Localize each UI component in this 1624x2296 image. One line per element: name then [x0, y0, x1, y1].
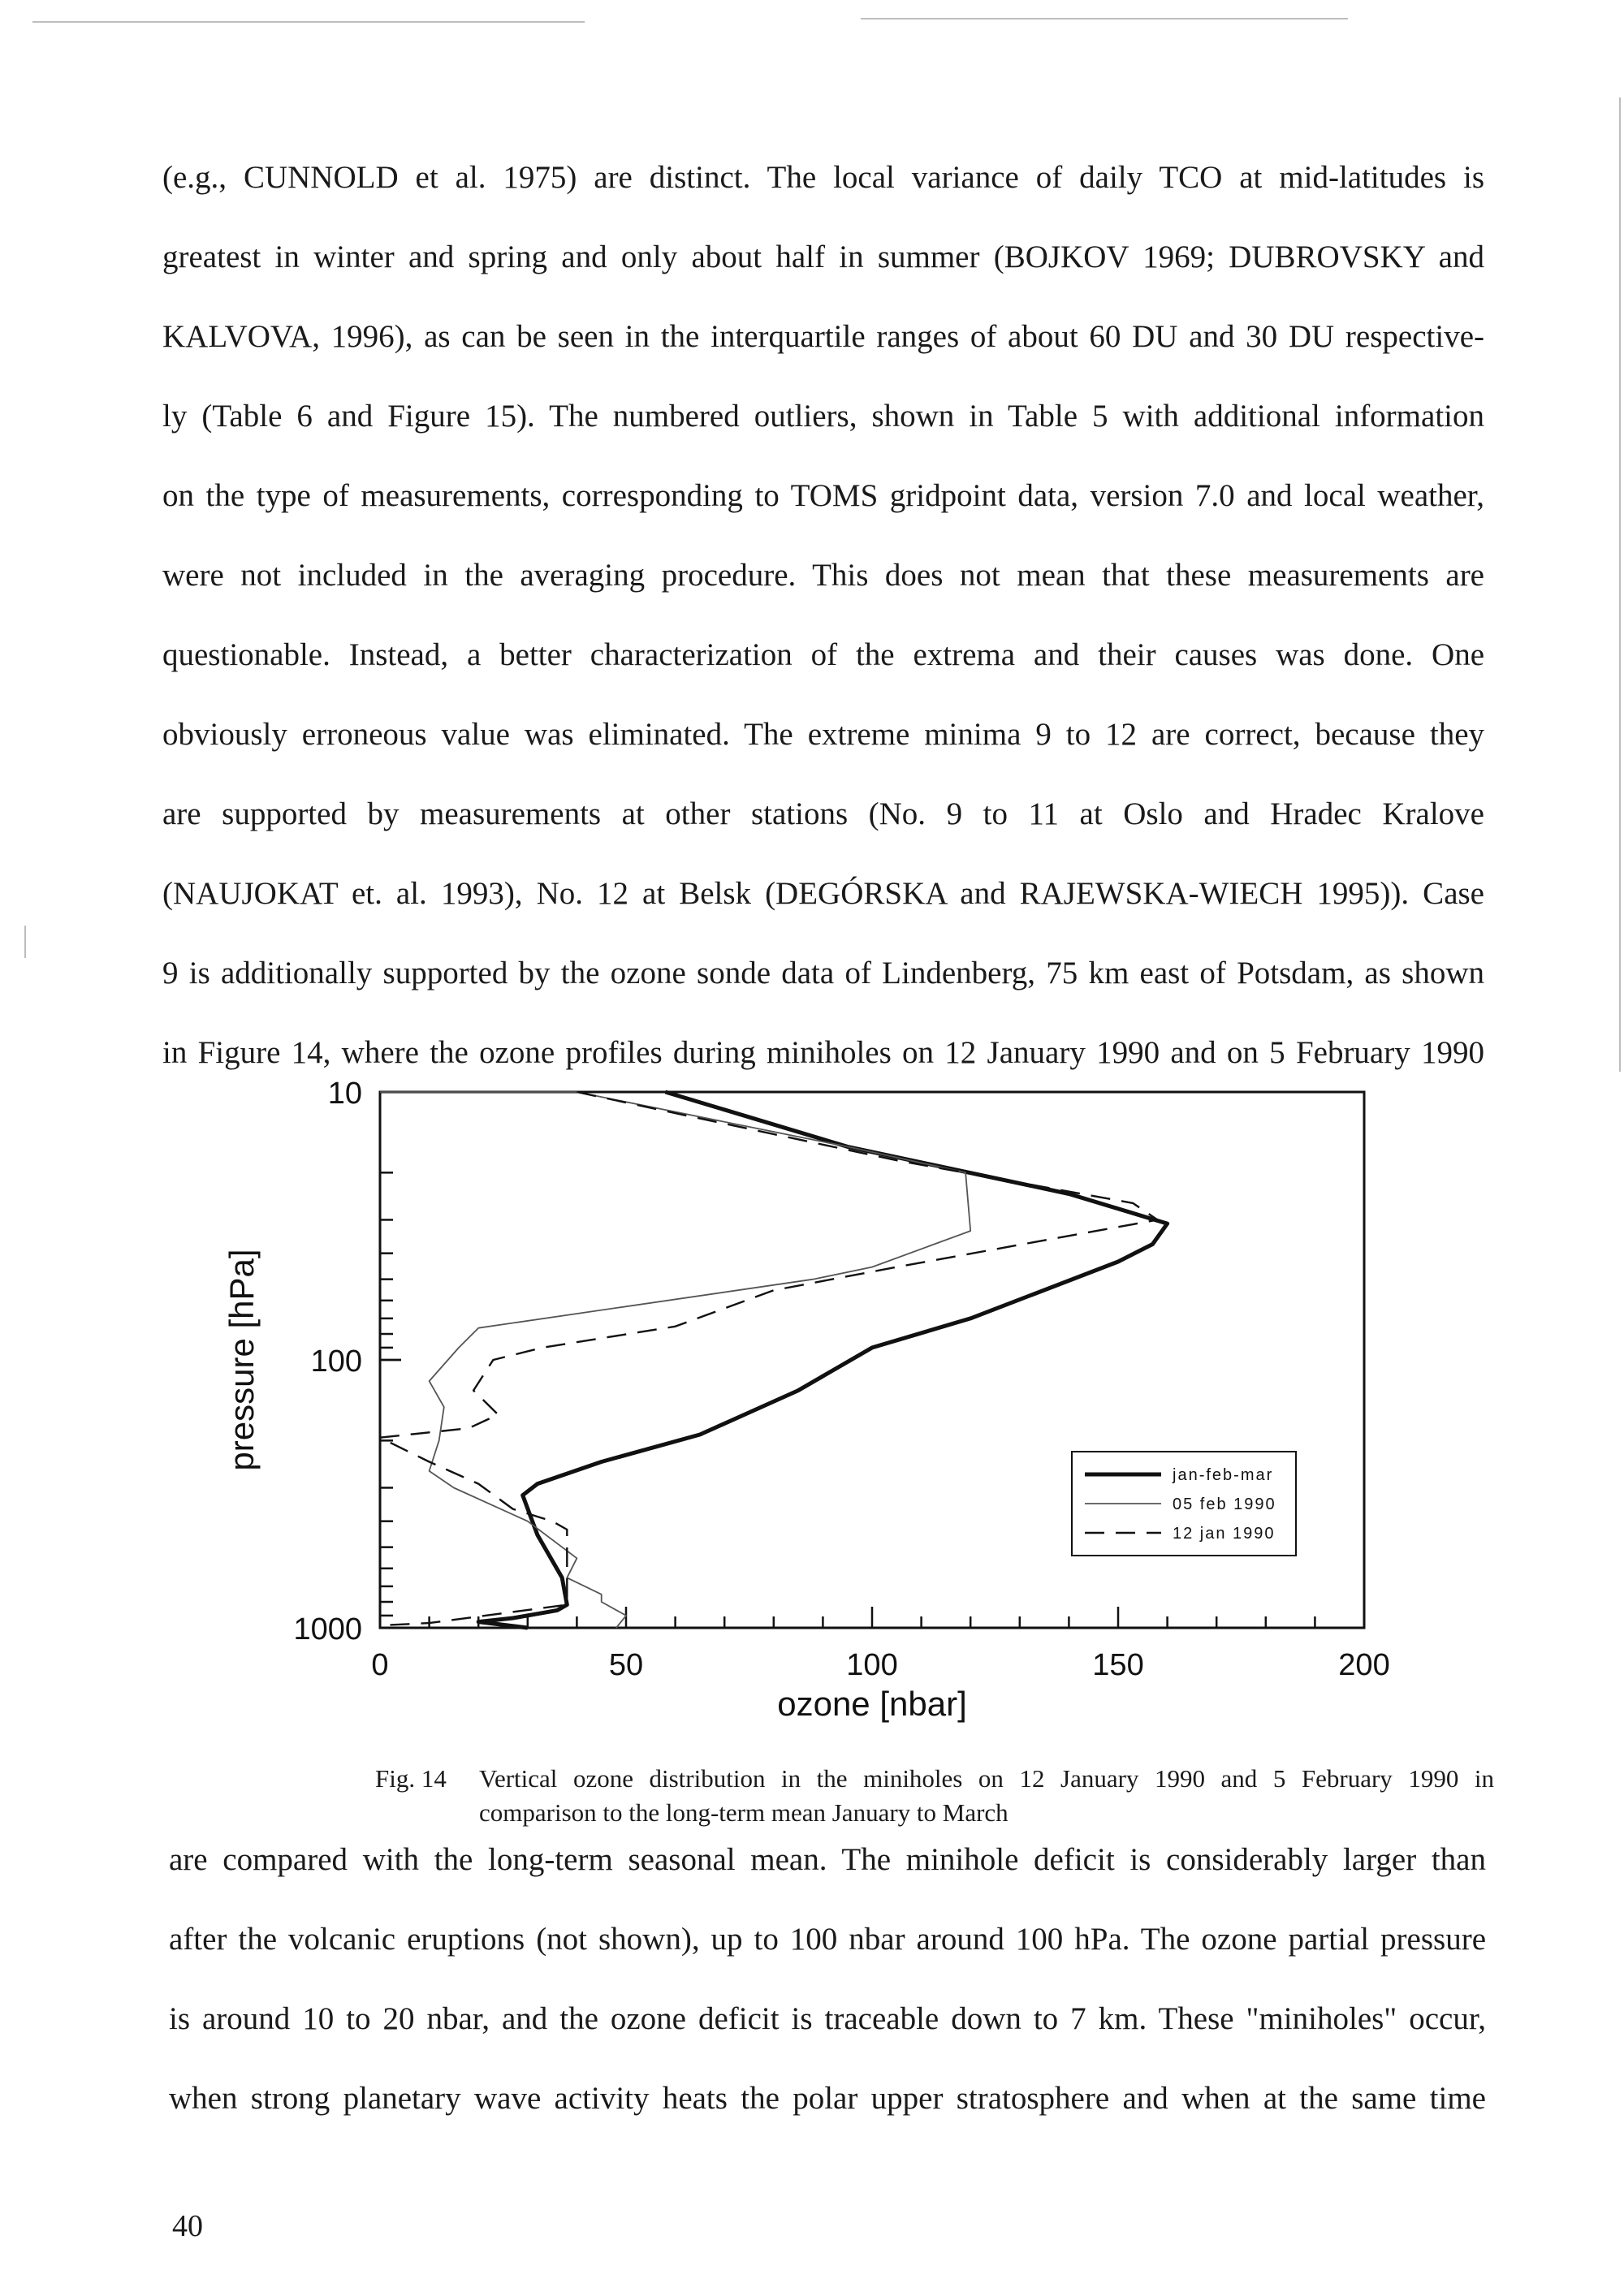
x-tick-label: 50: [608, 1648, 644, 1682]
series-lines: [380, 1092, 1168, 1628]
series-line-05-feb-1990: [380, 1092, 970, 1628]
y-axis-title: pressure [hPa]: [222, 1249, 261, 1471]
text-line: KALVOVA, 1996), as can be seen in the interquartile ranges of about 60 DU and 30 DU respective-: [162, 319, 1484, 354]
text-line: (e.g., CUNNOLD et al. 1975) are distinct. The local variance of daily TCO at mid-latitudes is: [162, 160, 1484, 195]
legend-label: 12 jan 1990: [1173, 1525, 1276, 1543]
caption-label: Fig. 14: [375, 1764, 447, 1793]
text-line: on the type of measurements, corresponding to TOMS gridpoint data, version 7.0 and local weather,: [162, 478, 1484, 513]
y-tick-label: 1000: [293, 1612, 362, 1646]
series-line-12-jan-1990: [380, 1092, 1158, 1625]
caption-line: Vertical ozone distribution in the miniholes on 12 January 1990 and 5 February 1990 in: [479, 1764, 1494, 1793]
text-line: when strong planetary wave activity heats the polar upper stratosphere and when at the same time: [169, 2081, 1486, 2116]
axis-labels: [222, 1077, 1390, 1723]
x-tick-label: 0: [371, 1648, 389, 1682]
x-tick-label: 100: [846, 1648, 898, 1682]
text-line: is around 10 to 20 nbar, and the ozone deficit is traceable down to 7 km. These "miniholes" occur,: [169, 2001, 1486, 2036]
text-line: after the volcanic eruptions (not shown), up to 100 nbar around 100 hPa. The ozone partial pressure: [169, 1922, 1486, 1957]
text-line: in Figure 14, where the ozone profiles during miniholes on 12 January 1990 and on 5 February 1990: [162, 1035, 1484, 1070]
y-tick-label: 10: [327, 1077, 362, 1111]
text-line: (NAUJOKAT et. al. 1993), No. 12 at Belsk (DEGÓRSKA and RAJEWSKA-WIECH 1995)). Case: [162, 876, 1484, 911]
text-line: were not included in the averaging procedure. This does not mean that these measurements are: [162, 558, 1484, 593]
caption-line: comparison to the long-term mean January to March: [479, 1798, 1009, 1827]
text-line: 9 is additionally supported by the ozone sonde data of Lindenberg, 75 km east of Potsdam, as shown: [162, 956, 1484, 990]
text-line: greatest in winter and spring and only about half in summer (BOJKOV 1969; DUBROVSKY and: [162, 240, 1484, 274]
x-axis-title: ozone [nbar]: [777, 1685, 967, 1723]
body-paragraph-bottom: [169, 1820, 1486, 2138]
legend-label: 05 feb 1990: [1173, 1495, 1276, 1513]
x-tick-label: 150: [1092, 1648, 1144, 1682]
text-line: are supported by measurements at other stations (No. 9 to 11 at Oslo and Hradec Kralove: [162, 796, 1484, 831]
series-line-jan-feb-mar: [478, 1092, 1167, 1628]
legend-label: jan-feb-mar: [1173, 1466, 1274, 1484]
chart-legend: [1072, 1452, 1296, 1556]
x-tick-label: 200: [1338, 1648, 1390, 1682]
y-tick-label: 100: [310, 1344, 362, 1379]
text-line: obviously erroneous value was eliminated. The extreme minima 9 to 12 are correct, because they: [162, 717, 1484, 752]
text-line: are compared with the long-term seasonal mean. The minihole deficit is considerably larger than: [169, 1842, 1486, 1877]
text-line: questionable. Instead, a better characterization of the extrema and their causes was done. One: [162, 637, 1484, 672]
page-number: 40: [172, 2209, 203, 2243]
text-line: ly (Table 6 and Figure 15). The numbered outliers, shown in Table 5 with additional information: [162, 399, 1484, 434]
